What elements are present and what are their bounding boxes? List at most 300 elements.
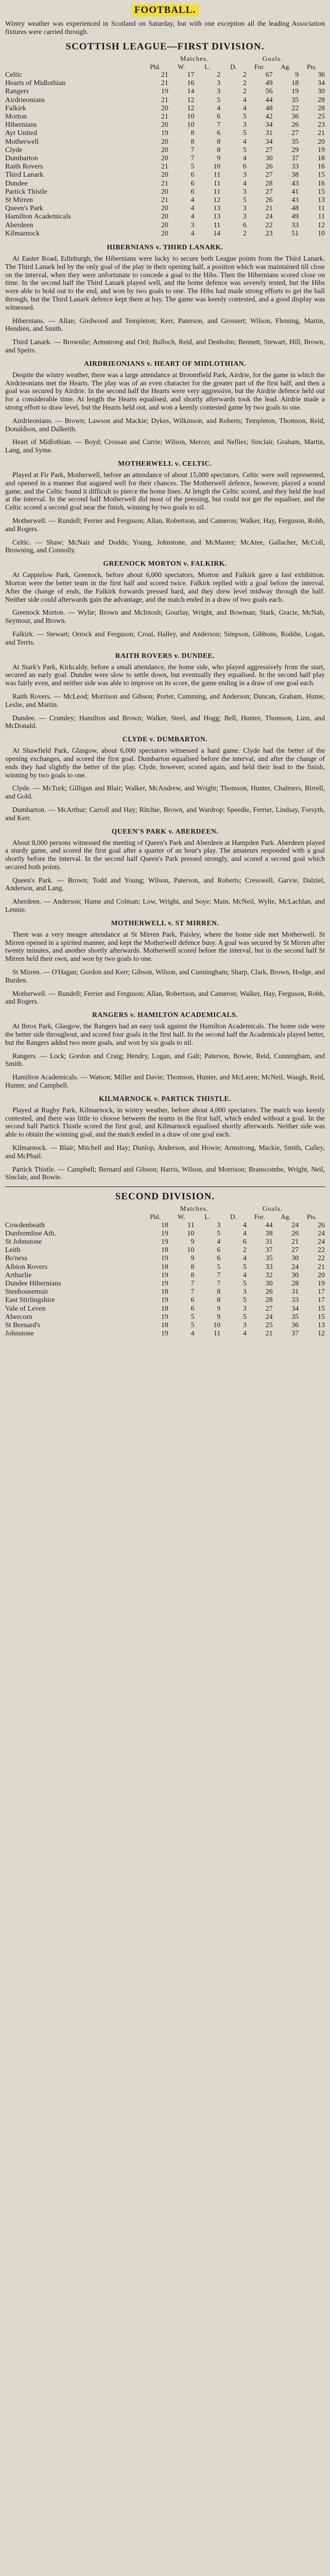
stat-cell: 9 [190, 1238, 195, 1246]
stat-cell: 27 [291, 1246, 299, 1255]
stat-cell: 37 [291, 155, 299, 163]
team-name: Vale of Leven [5, 1304, 46, 1313]
column-header: W. [178, 1213, 185, 1221]
table-row [5, 1305, 325, 1313]
team-name: St Johnstone [5, 1238, 42, 1246]
first-division-table [5, 55, 325, 238]
team-name: Rangers [5, 88, 29, 96]
table-column-header [5, 63, 325, 71]
table-row [5, 1313, 325, 1321]
stat-cell: 26 [291, 1229, 299, 1238]
stat-cell: 3 [242, 1304, 247, 1313]
stat-cell: 11 [187, 1221, 195, 1229]
stat-cell: 19 [161, 1330, 168, 1338]
team-name: St Bernard's [5, 1321, 41, 1330]
stat-cell: 3 [217, 88, 221, 96]
stat-cell: 30 [291, 1271, 299, 1279]
match-heading: KILMARNOCK v. PARTICK THISTLE. [99, 1094, 231, 1103]
report-paragraph: Played at Rugby Park, Kilmarnock, in wintry weather, before about 4,000 spectators. The match was keenly contested, and there was little to choose between the teams in the first half, which ended without a goal. In the second half Partick Thistle scored the first goal, and Kilmarnock equalised shortly afterwards. Neither side was able to obtain the winning goal, and the match ended in a draw of one goal each. [5, 1106, 325, 1139]
stat-cell: 19 [161, 129, 168, 138]
column-header: Ag. [281, 1213, 291, 1221]
team-name: Abercorn [5, 1313, 32, 1321]
stat-cell: 21 [161, 196, 168, 205]
match-heading: RAITH ROVERS v. DUNDEE. [115, 651, 215, 659]
stat-cell: 17 [187, 71, 195, 79]
stat-cell: 4 [242, 155, 247, 163]
stat-cell: 27 [265, 146, 273, 154]
stat-cell: 23 [318, 121, 325, 129]
stat-cell: 19 [161, 1280, 168, 1288]
stat-cell: 10 [213, 1321, 221, 1330]
team-column-spacer [5, 55, 142, 63]
stat-cell: 20 [161, 205, 168, 213]
first-division-title: SCOTTISH LEAGUE—FIRST DIVISION. [65, 41, 265, 52]
stat-cell: 23 [265, 229, 273, 238]
stat-cell: 18 [161, 1263, 168, 1271]
stat-cell: 6 [217, 113, 221, 121]
column-header: D. [230, 1213, 237, 1221]
match-report [5, 560, 325, 646]
table-group-header [5, 1205, 325, 1213]
team-name: East Stirlingshire [5, 1296, 55, 1304]
stat-cell: 26 [291, 121, 299, 129]
match-heading: RANGERS v. HAMILTON ACADEMICALS. [92, 1011, 238, 1019]
stat-cell: 4 [242, 1221, 247, 1229]
table-row [5, 1330, 325, 1338]
stat-cell: 11 [318, 205, 325, 213]
table-row [5, 88, 325, 96]
stat-cell: 16 [318, 163, 325, 171]
stat-cell: 4 [190, 205, 195, 213]
table-row [5, 1263, 325, 1272]
stat-cell: 5 [242, 113, 247, 121]
second-division-title: SECOND DIVISION. [115, 1191, 215, 1202]
stat-cell: 21 [265, 205, 273, 213]
team-name: Hibernians [5, 121, 37, 129]
table-row [5, 1238, 325, 1246]
stat-cell: 9 [190, 1255, 195, 1263]
table-row [5, 1296, 325, 1304]
stat-cell: 13 [318, 1321, 325, 1330]
stat-cell: 19 [161, 1255, 168, 1263]
stat-cell: 21 [161, 96, 168, 104]
team-name: Aberdeen [5, 221, 33, 229]
stat-cell: 42 [265, 113, 273, 121]
stat-cell: 2 [242, 229, 247, 238]
stat-cell: 25 [265, 1321, 273, 1330]
stat-cell: 25 [318, 113, 325, 121]
match-report [5, 652, 325, 731]
table-row [5, 146, 325, 155]
stat-cell: 6 [217, 1246, 221, 1255]
table-row [5, 1280, 325, 1288]
stat-cell: 21 [161, 71, 168, 79]
stat-cell: 24 [291, 1263, 299, 1271]
team-lineup: Dumbarton. — McArthur; Carroll and Hay; Ritchie, Brown, and Wardrop; Speedie, Ferrier, Lindsay, Forsyth, and Kerr. [5, 805, 325, 822]
table-row [5, 222, 325, 230]
team-name: Dundee Hibernians [5, 1280, 61, 1288]
table-row [5, 213, 325, 221]
stat-cell: 16 [187, 79, 195, 88]
column-header: Pld. [150, 62, 161, 71]
column-header: For. [254, 1213, 265, 1221]
stat-cell: 6 [242, 163, 247, 171]
stat-cell: 20 [161, 171, 168, 179]
stat-cell: 3 [242, 121, 247, 129]
match-report [5, 827, 325, 914]
team-name: Hearts of Midlothian [5, 79, 66, 88]
stat-cell: 10 [187, 113, 195, 121]
stat-cell: 5 [242, 1313, 247, 1321]
stat-cell: 4 [242, 1255, 247, 1263]
stat-cell: 44 [265, 96, 273, 104]
stat-cell: 5 [217, 96, 221, 104]
stat-cell: 33 [291, 163, 299, 171]
stat-cell: 48 [291, 205, 299, 213]
stat-cell: 4 [190, 213, 195, 221]
team-name: Bo'ness [5, 1255, 27, 1263]
stat-cell: 11 [318, 213, 325, 221]
stat-cell: 30 [265, 1280, 273, 1288]
stat-cell: 19 [161, 1271, 168, 1279]
team-lineup: Third Lanark. — Brownlie; Armstrong and Ord; Bulloch, Reid, and Denholm; Bennett, Stewart, Hill, Brown, and Speirs. [5, 338, 325, 354]
team-name: Celtic [5, 71, 23, 79]
stat-cell: 6 [242, 1238, 247, 1246]
team-column-spacer [5, 1205, 142, 1213]
stat-cell: 20 [161, 121, 168, 129]
stat-cell: 2 [217, 71, 221, 79]
table-row [5, 163, 325, 171]
stat-cell: 3 [242, 1288, 247, 1296]
table-row [5, 230, 325, 238]
stat-cell: 21 [318, 1263, 325, 1271]
stat-cell: 6 [242, 221, 247, 229]
stat-cell: 7 [217, 1271, 221, 1279]
stat-cell: 5 [242, 1296, 247, 1304]
stat-cell: 15 [318, 188, 325, 196]
stat-cell: 9 [217, 1313, 221, 1321]
stat-cell: 4 [190, 1330, 195, 1338]
team-lineup: Motherwell. — Rundell; Ferrier and Ferguson; Allan, Robertson, and Cameron; Walker, Hay, Ferguson, Robb, and Rogers. [5, 516, 325, 533]
intro-paragraph: Wintry weather was experienced in Scotland on Saturday, but with one exception all the leading Association fixtures were carried through. [5, 20, 325, 36]
stat-cell: 6 [190, 1304, 195, 1313]
stat-cell: 8 [217, 1296, 221, 1304]
stat-cell: 37 [265, 1246, 273, 1255]
match-heading: QUEEN'S PARK v. ABERDEEN. [111, 827, 219, 835]
points-column-spacer [299, 1205, 325, 1213]
stat-cell: 9 [295, 71, 299, 79]
table-row [5, 1288, 325, 1296]
match-report [5, 1011, 325, 1090]
stat-cell: 12 [318, 1330, 325, 1338]
stat-cell: 11 [213, 1330, 221, 1338]
stat-cell: 43 [291, 179, 299, 188]
stat-cell: 26 [265, 163, 273, 171]
table-row [5, 121, 325, 129]
stat-cell: 6 [190, 188, 195, 196]
team-name: Albion Rovers [5, 1263, 48, 1271]
stat-cell: 3 [242, 188, 247, 196]
stat-cell: 19 [318, 146, 325, 154]
match-report [5, 243, 325, 354]
table-row [5, 196, 325, 205]
stat-cell: 43 [291, 196, 299, 205]
stat-cell: 19 [161, 1238, 168, 1246]
stat-cell: 22 [291, 104, 299, 112]
stat-cell: 26 [265, 1288, 273, 1296]
stat-cell: 33 [265, 1263, 273, 1271]
stat-cell: 5 [217, 1263, 221, 1271]
team-name: Cowdenbeath [5, 1221, 45, 1229]
stat-cell: 3 [190, 221, 195, 229]
stat-cell: 38 [291, 171, 299, 179]
stat-cell: 5 [190, 1313, 195, 1321]
stat-cell: 20 [161, 213, 168, 221]
stat-cell: 13 [213, 213, 221, 221]
stat-cell: 21 [161, 113, 168, 121]
stat-cell: 2 [242, 79, 247, 88]
stat-cell: 21 [318, 129, 325, 138]
table-column-header [5, 1213, 325, 1221]
stat-cell: 18 [161, 1221, 168, 1229]
stat-cell: 34 [265, 138, 273, 146]
team-name: St Mirren [5, 196, 33, 205]
goals-group-label: Goals. [262, 54, 283, 62]
column-header: Pts. [307, 1213, 317, 1221]
team-lineup: Greenock Morton. — Wylie; Brown and McIntosh; Gourlay, Wright, and Bowman; Stark, Gracie, McNab, Seymour, and Brown. [5, 608, 325, 625]
match-heading: CLYDE v. DUMBARTON. [122, 735, 208, 743]
team-lineup: Heart of Midlothian. — Boyd; Crossan and Currie; Wilson, Mercer, and Nellies; Sinclair, Graham, Martin, Lang, and Syme. [5, 438, 325, 454]
stat-cell: 2 [242, 71, 247, 79]
stat-cell: 19 [161, 1229, 168, 1238]
report-paragraph: At Ibrox Park, Glasgow, the Rangers had an easy task against the Hamilton Academicals. The home side were the better side throughout, and scored four goals in the first half. In the second half the Academicals played better, but the Rangers added two more goals, and won by six goals to nil. [5, 1022, 325, 1046]
match-heading: HIBERNIANS v. THIRD LANARK. [107, 243, 223, 251]
stat-cell: 4 [242, 96, 247, 104]
team-name: Clyde [5, 146, 23, 154]
stat-cell: 8 [190, 138, 195, 146]
stat-cell: 28 [318, 96, 325, 104]
stat-cell: 2 [242, 88, 247, 96]
stat-cell: 17 [318, 1288, 325, 1296]
team-lineup: Raith Rovers. — McLeod; Morrison and Gibson; Porter, Cumming, and Anderson; Duncan, Graham, Hume, Leslie, and Martin. [5, 692, 325, 708]
report-paragraph: Despite the wintry weather, there was a large attendance at Broomfield Park, Airdrie, for the game in which the Airdrieonians met the Hearts. The play was of an even character for the greater part of the first half, and then a goal was secured by Airdrie. In the second half the Hearts were very aggressive, but the Airdrie defence held out for a considerable time. At length the Hearts equalised, and shortly afterwards took the lead. Airdrie made a strong effort to draw level, but the Hearts held out, and won a keenly contested game by two goals to one. [5, 370, 325, 412]
stat-cell: 12 [187, 96, 195, 104]
stat-cell: 27 [291, 129, 299, 138]
team-lineup: St Mirren. — O'Hagan; Gordon and Kerr; Gibson, Wilson, and Cunningham; Sharp, Clark, Brown, Hodge, and Burden. [5, 968, 325, 984]
stat-cell: 27 [265, 1304, 273, 1313]
column-header: W. [178, 62, 185, 71]
match-reports [5, 243, 325, 1181]
stat-cell: 56 [265, 88, 273, 96]
stat-cell: 20 [161, 188, 168, 196]
report-paragraph: About 8,000 persons witnessed the meeting of Queen's Park and Aberdeen at Hampden Park. Aberdeen played a sturdy game, and scored the first goal after a quarter of an hour's play. The amateurs responded with a goal shortly before the interval. In the second half Queen's Park pressed strongly, and scored a second goal which secured both points. [5, 838, 325, 871]
stat-cell: 7 [190, 155, 195, 163]
stat-cell: 3 [242, 205, 247, 213]
table-row [5, 138, 325, 146]
team-name: Third Lanark [5, 171, 44, 179]
column-header [5, 63, 142, 71]
stat-cell: 30 [291, 1255, 299, 1263]
stat-cell: 7 [217, 1280, 221, 1288]
stat-cell: 3 [242, 1321, 247, 1330]
stat-cell: 6 [190, 179, 195, 188]
report-paragraph: At Easter Road, Edinburgh, the Hibernians were lucky to secure both League points from the Third Lanark. The Third Lanark led by the only goal of the play in their opening half, a position which was maintained till close on the interval, when they were unfortunate to concede a goal to the Hibs. Then the Hibernians scored close on time. In the second half the Third Lanark played well, and the home defence was severely tested, but the Hibs were able to hold out to the end, and won by two goals to one. The Hibs had made strong efforts to get the ball through, but the Third Lanark defence kept them at bay. The game was keenly contested, and a good display was witnessed. [5, 255, 325, 311]
stat-cell: 28 [265, 179, 273, 188]
stat-cell: 18 [161, 1246, 168, 1255]
stat-cell: 31 [291, 1288, 299, 1296]
team-name: Dunfermline Ath. [5, 1229, 56, 1238]
table-row [5, 188, 325, 196]
stat-cell: 34 [318, 79, 325, 88]
stat-cell: 19 [161, 1296, 168, 1304]
stat-cell: 33 [291, 1296, 299, 1304]
table-row [5, 1222, 325, 1230]
match-heading: MOTHERWELL v. CELTIC. [118, 460, 212, 467]
stat-cell: 26 [265, 196, 273, 205]
stat-cell: 38 [265, 1229, 273, 1238]
stat-cell: 36 [291, 113, 299, 121]
team-lineup: Dundee. — Crumley; Hamilton and Brown; Walker, Steel, and Hogg; Bell, Hunter, Thomson, Linn, and McDonald. [5, 714, 325, 730]
match-heading: AIRDRIEONIANS v. HEART OF MIDLOTHIAN. [84, 359, 246, 367]
team-name: Leith [5, 1246, 21, 1255]
table-row [5, 1230, 325, 1238]
masthead-title: FOOTBALL. [131, 4, 199, 16]
stat-cell: 10 [213, 163, 221, 171]
team-name: Partick Thistle [5, 188, 47, 196]
table-row [5, 79, 325, 88]
stat-cell: 19 [318, 1280, 325, 1288]
team-name: Raith Rovers [5, 163, 43, 171]
team-name: Airdrieonians [5, 96, 45, 104]
stat-cell: 36 [291, 1321, 299, 1330]
stat-cell: 4 [190, 229, 195, 238]
match-report [5, 360, 325, 454]
stat-cell: 8 [190, 1263, 195, 1271]
stat-cell: 35 [291, 138, 299, 146]
stat-cell: 28 [265, 1296, 273, 1304]
stat-cell: 8 [217, 146, 221, 154]
stat-cell: 35 [291, 1313, 299, 1321]
points-column-spacer [299, 55, 325, 63]
stat-cell: 20 [161, 229, 168, 238]
matches-group-label: Matches. [180, 54, 209, 62]
stat-cell: 12 [187, 104, 195, 112]
stat-cell: 5 [242, 1280, 247, 1288]
stat-cell: 37 [291, 1330, 299, 1338]
team-lineup: Aberdeen. — Anderson; Hume and Colman; Low, Wright, and Soye; Main, McNeil, Wylie, McLachlan, and Lennie. [5, 897, 325, 914]
team-name: Dundee [5, 179, 28, 188]
stat-cell: 15 [318, 1313, 325, 1321]
stat-cell: 4 [217, 104, 221, 112]
table-row [5, 205, 325, 213]
stat-cell: 3 [242, 213, 247, 221]
stat-cell: 21 [161, 79, 168, 88]
stat-cell: 27 [265, 171, 273, 179]
stat-cell: 16 [318, 179, 325, 188]
stat-cell: 36 [318, 71, 325, 79]
team-lineup: Hibernians. — Allan; Girdwood and Templeton; Kerr, Paterson, and Grossert; Wilson, Fleming, Martin, Hendren, and Smith. [5, 316, 325, 333]
stat-cell: 19 [291, 88, 299, 96]
stat-cell: 24 [265, 213, 273, 221]
table-row [5, 96, 325, 105]
stat-cell: 8 [217, 1288, 221, 1296]
team-lineup: Queen's Park. — Brown; Todd and Young; Wilson, Paterson, and Roberts; Cresswell, Garvie, Dalziel, Anderson, and Lang. [5, 876, 325, 892]
stat-cell: 12 [213, 196, 221, 205]
stat-cell: 18 [161, 1321, 168, 1330]
column-header: L. [204, 62, 211, 71]
table-group-header [5, 55, 325, 63]
team-name: Dumbarton [5, 155, 38, 163]
column-header: L. [204, 1213, 211, 1221]
stat-cell: 48 [265, 104, 273, 112]
table-row [5, 180, 325, 188]
stat-cell: 5 [242, 129, 247, 138]
goals-group-label: Goals. [262, 1205, 283, 1213]
column-header: For. [254, 62, 265, 71]
team-lineup: Airdrieonians. — Brown; Lawson and Mackie; Dykes, Wilkinson, and Roberts; Templeton, Thomson, Reid, Donaldson, and Dalkeith. [5, 416, 325, 433]
stat-cell: 20 [161, 155, 168, 163]
team-name: Queen's Park [5, 205, 43, 213]
stat-cell: 4 [217, 1238, 221, 1246]
team-name: Arthurlie [5, 1271, 32, 1279]
stat-cell: 13 [213, 205, 221, 213]
stat-cell: 18 [161, 1304, 168, 1313]
stat-cell: 20 [161, 104, 168, 112]
stat-cell: 11 [213, 179, 221, 188]
stat-cell: 22 [318, 1255, 325, 1263]
stat-cell: 10 [318, 229, 325, 238]
team-lineup: Partick Thistle. — Campbell; Bernard and Gibson; Harris, Wilson, and Morrison; Branscombe, Wright, Neil, Sinclair, and Bowie. [5, 1165, 325, 1181]
stat-cell: 17 [318, 1296, 325, 1304]
team-lineup: Hamilton Academicals. — Watson; Miller and Davie; Thomson, Hunter, and McLaren; McNeil, Waugh, Reid, Hunter, and Campbell. [5, 1073, 325, 1090]
stat-cell: 11 [213, 171, 221, 179]
table-row [5, 71, 325, 79]
stat-cell: 5 [190, 1321, 195, 1330]
team-name: Johnstone [5, 1330, 34, 1338]
stat-cell: 2 [242, 1246, 247, 1255]
team-lineup: Celtic. — Shaw; McNair and Dodds; Young, Johnstone, and McMaster; McAtee, Gallacher, McColl, Browning, and Connolly. [5, 538, 325, 554]
stat-cell: 24 [318, 1238, 325, 1246]
column-header: Pld. [150, 1213, 161, 1221]
stat-cell: 12 [318, 221, 325, 229]
report-paragraph: Played at Fir Park, Motherwell, before an attendance of about 15,000 spectators. Celtic were well represented, and opened in a manner that augured well for their chances. The Motherwell defence, however, played a sound game, and the Celtic found it difficult to pierce the home lines. At length the Celtic scored, and they held the lead at the interval. In the second half Motherwell did most of the pressing, but could not get the equaliser, and the Celtic scored a second goal near the finish, winning by two goals to nil. [5, 471, 325, 512]
stat-cell: 22 [318, 1246, 325, 1255]
stat-cell: 8 [190, 1271, 195, 1279]
team-name: Kilmarnock [5, 229, 40, 238]
column-header: Ag. [281, 62, 291, 71]
stat-cell: 9 [217, 1304, 221, 1313]
stat-cell: 4 [242, 104, 247, 112]
stat-cell: 8 [217, 138, 221, 146]
team-name: Motherwell [5, 138, 39, 146]
stat-cell: 28 [291, 1280, 299, 1288]
stat-cell: 24 [291, 1221, 299, 1229]
stat-cell: 7 [190, 1288, 195, 1296]
match-heading: MOTHERWELL v. ST MIRREN. [111, 919, 219, 927]
second-division-table [5, 1205, 325, 1338]
stat-cell: 9 [217, 155, 221, 163]
stat-cell: 7 [190, 146, 195, 154]
report-paragraph: There was a very meagre attendance at St Mirren Park, Paisley, where the home side met Motherwell. St Mirren opened in a spirited manner, and kept the Motherwell defence busy. A goal was secured by St Mirren after twenty minutes, and another shortly afterwards. Motherwell scored before the interval, but in the second half St Mirren held their own, and won by two goals to one. [5, 930, 325, 963]
team-name: Falkirk [5, 104, 26, 112]
stat-cell: 8 [190, 129, 195, 138]
stat-cell: 19 [161, 1313, 168, 1321]
stat-cell: 5 [242, 146, 247, 154]
team-lineup: Falkirk. — Stewart; Orrock and Ferguson; Croal, Halley, and Anderson; Simpson, Gibbons, Roddie, Logan, and Terris. [5, 630, 325, 646]
stat-cell: 19 [161, 88, 168, 96]
stat-cell: 4 [242, 1229, 247, 1238]
match-report [5, 460, 325, 554]
